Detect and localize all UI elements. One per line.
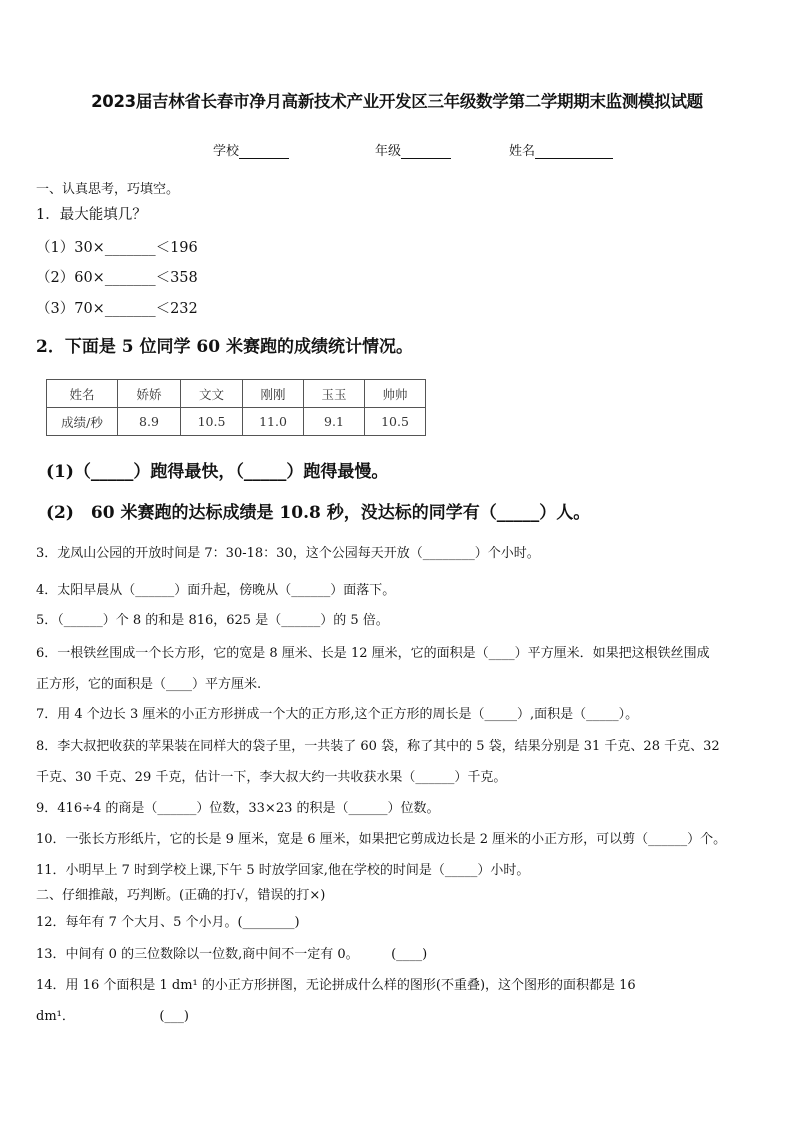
q9[interactable]: 9．416÷4 的商是（______）位数，33×23 的积是（______）位数。 bbox=[36, 801, 440, 816]
q1-item-3[interactable]: （3）70×_______＜232 bbox=[36, 301, 198, 317]
q8-line-1[interactable]: 8．李大叔把收获的苹果装在同样大的袋子里，一共装了 60 袋，称了其中的 5 袋，结果分别是 31 千克、28 千克、32 bbox=[36, 739, 720, 754]
table-cell: 娇娇 bbox=[118, 380, 181, 408]
table-row bbox=[47, 380, 426, 408]
q6-line-2[interactable]: 正方形，它的面积是（____）平方厘米. bbox=[36, 677, 262, 692]
q12[interactable]: 12．每年有 7 个大月、5 个小月。(________) bbox=[36, 915, 300, 930]
q2-stem: 2．下面是 5 位同学 60 米赛跑的成绩统计情况。 bbox=[36, 337, 413, 357]
q3[interactable]: 3．龙凤山公园的开放时间是 7：30-18：30，这个公园每天开放（________）个小时。 bbox=[36, 546, 540, 561]
q6-line-1[interactable]: 6．一根铁丝围成一个长方形，它的宽是 8 厘米、长是 12 厘米，它的面积是（____）平方厘米．如果把这根铁丝围成 bbox=[36, 646, 710, 661]
table-cell: 10.5 bbox=[365, 408, 426, 436]
table-cell: 11.0 bbox=[243, 408, 304, 436]
school-blank[interactable] bbox=[239, 145, 289, 159]
q2-sub-1[interactable]: (1)（_____）跑得最快，（_____）跑得最慢。 bbox=[46, 462, 389, 482]
table-cell: 帅帅 bbox=[365, 380, 426, 408]
school-label: 学校 bbox=[213, 144, 240, 159]
q10[interactable]: 10．一张长方形纸片，它的长是 9 厘米，宽是 6 厘米，如果把它剪成边长是 2 厘米的小正方形，可以剪（______）个。 bbox=[36, 832, 727, 847]
school-field[interactable] bbox=[213, 140, 289, 159]
q1-stem: 1．最大能填几？ bbox=[36, 207, 147, 223]
grade-label: 年级 bbox=[375, 144, 402, 159]
q1-item-1[interactable]: （1）30×_______＜196 bbox=[36, 240, 198, 256]
section-1-heading: 一、认真思考，巧填空。 bbox=[36, 182, 180, 197]
table-cell: 成绩/秒 bbox=[47, 408, 118, 436]
q8-line-2[interactable]: 千克、30 千克、29 千克，估计一下，李大叔大约一共收获水果（______）千克。 bbox=[36, 770, 507, 785]
q7[interactable]: 7．用 4 个边长 3 厘米的小正方形拼成一个大的正方形,这个正方形的周长是（_____）,面积是（_____）。 bbox=[36, 707, 639, 722]
table-cell: 刚刚 bbox=[243, 380, 304, 408]
q11[interactable]: 11．小明早上 7 时到学校上课,下午 5 时放学回家,他在学校的时间是（_____）小时。 bbox=[36, 863, 530, 878]
table-cell: 姓名 bbox=[47, 380, 118, 408]
q1-item-2[interactable]: （2）60×_______＜358 bbox=[36, 270, 198, 286]
grade-field[interactable] bbox=[375, 140, 451, 159]
table-cell: 9.1 bbox=[304, 408, 365, 436]
q14-line-1[interactable]: 14．用 16 个面积是 1 dm¹ 的小正方形拼图，无论拼成什么样的图形(不重叠)，这个图形的面积都是 16 bbox=[36, 978, 636, 993]
grade-blank[interactable] bbox=[401, 145, 451, 159]
name-field[interactable] bbox=[509, 140, 613, 159]
q13[interactable]: 13．中间有 0 的三位数除以一位数,商中间不一定有 0。 (____) bbox=[36, 947, 428, 962]
name-blank[interactable] bbox=[535, 145, 613, 159]
table-cell: 10.5 bbox=[181, 408, 243, 436]
table-cell: 8.9 bbox=[118, 408, 181, 436]
table-row bbox=[47, 408, 426, 436]
name-label: 姓名 bbox=[509, 144, 536, 159]
page-title: 2023届吉林省长春市净月高新技术产业开发区三年级数学第二学期期末监测模拟试题 bbox=[91, 92, 703, 111]
score-table bbox=[46, 379, 426, 436]
table-cell: 文文 bbox=[181, 380, 243, 408]
q5[interactable]: 5．（______）个 8 的和是 816，625 是（______）的 5 倍。 bbox=[36, 613, 389, 628]
section-2-heading: 二、仔细推敲，巧判断。(正确的打√，错误的打×) bbox=[36, 888, 326, 903]
table-cell: 玉玉 bbox=[304, 380, 365, 408]
q4[interactable]: 4．太阳早晨从（______）面升起，傍晚从（______）面落下。 bbox=[36, 583, 396, 598]
q2-sub-2[interactable]: (2) 60 米赛跑的达标成绩是 10.8 秒，没达标的同学有（_____）人。 bbox=[46, 503, 591, 523]
q14-line-2[interactable]: dm¹． (___) bbox=[36, 1009, 190, 1024]
